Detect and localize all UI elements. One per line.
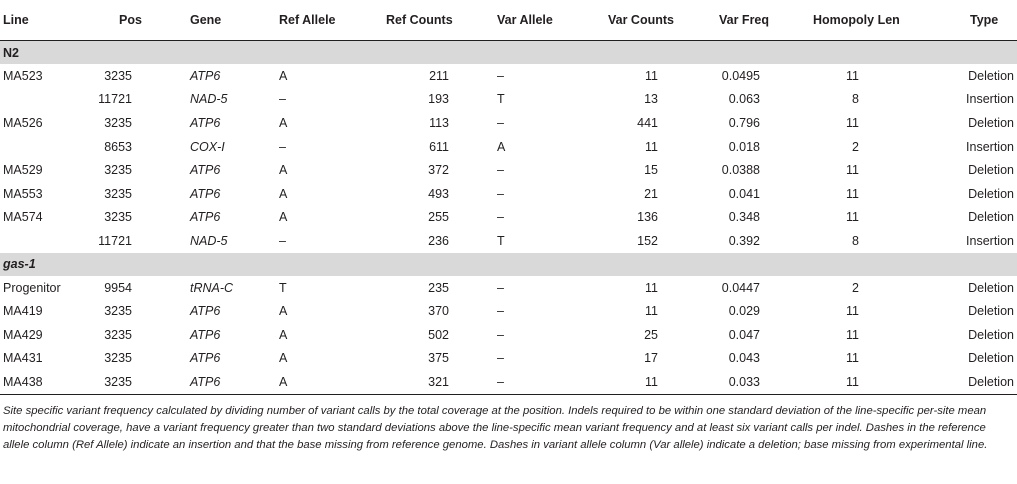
cell-type: Insertion (966, 139, 1014, 154)
cell-pos: 3235 (95, 370, 158, 394)
cell-gene: ATP6 (190, 210, 221, 225)
cell-gene: ATP6 (190, 327, 221, 342)
cell-line: MA431 (3, 351, 43, 366)
cell-ref-allele: A (279, 163, 288, 178)
cell-homopoly-len: 11 (846, 327, 859, 342)
cell-var-freq: 0.029 (728, 304, 760, 319)
group-row (0, 41, 1017, 65)
cell-ref-allele: A (279, 210, 288, 225)
cell-var-counts: 441 (637, 115, 658, 130)
table-header (0, 0, 1017, 41)
cell-ref-allele: T (279, 280, 287, 295)
cell-ref-allele: A (279, 351, 288, 366)
cell-ref-counts: 255 (428, 210, 449, 225)
table-row (0, 206, 1017, 230)
cell-type: Deletion (968, 210, 1014, 225)
cell-type: Deletion (968, 304, 1014, 319)
table-row (0, 88, 1017, 112)
cell-line: MA523 (3, 68, 43, 83)
cell-var-freq: 0.063 (728, 92, 760, 107)
cell-gene: ATP6 (190, 304, 221, 319)
header-row (0, 0, 1017, 41)
cell-line: MA526 (3, 115, 43, 130)
header-var-counts: Var Counts (575, 0, 685, 41)
cell-type: Deletion (968, 327, 1014, 342)
cell-line: MA574 (3, 210, 43, 225)
table-row (0, 323, 1017, 347)
header-line: Line (0, 0, 95, 41)
cell-var-allele: – (497, 304, 504, 319)
cell-ref-counts: 493 (428, 186, 449, 201)
cell-type: Deletion (968, 68, 1014, 83)
cell-gene: ATP6 (158, 370, 249, 394)
cell-var-counts: 15 (644, 163, 658, 178)
cell-ref-allele: A (279, 115, 288, 130)
table-row (0, 276, 1017, 300)
cell-var-freq: 0.043 (728, 351, 760, 366)
cell-gene: NAD-5 (190, 233, 228, 248)
cell-pos: 3235 (104, 351, 132, 366)
cell-ref-counts: 370 (428, 304, 449, 319)
header-var-allele: Var Allele (467, 0, 575, 41)
cell-type: Deletion (968, 351, 1014, 366)
cell-homopoly-len: 8 (852, 92, 859, 107)
header-pos: Pos (95, 0, 158, 41)
cell-homopoly-len: 11 (793, 370, 900, 394)
group-label: N2 (0, 41, 1017, 65)
cell-type: Deletion (900, 370, 1017, 394)
cell-var-counts: 11 (645, 68, 658, 83)
cell-var-freq: 0.047 (728, 327, 760, 342)
cell-var-allele: – (497, 163, 504, 178)
cell-var-allele: – (497, 327, 504, 342)
cell-homopoly-len: 11 (846, 115, 859, 130)
cell-pos: 3235 (104, 186, 132, 201)
cell-ref-allele: A (279, 327, 288, 342)
cell-var-freq: 0.041 (728, 186, 760, 201)
cell-pos: 3235 (104, 327, 132, 342)
cell-var-freq: 0.0388 (721, 163, 760, 178)
cell-var-allele: – (497, 351, 504, 366)
table-row (0, 370, 1017, 394)
cell-ref-counts: 211 (429, 68, 449, 83)
cell-gene: ATP6 (190, 115, 221, 130)
cell-var-freq: 0.0447 (721, 280, 760, 295)
group-label: gas-1 (0, 253, 1017, 276)
cell-var-freq: 0.392 (728, 233, 760, 248)
cell-ref-counts: 611 (429, 139, 449, 154)
cell-var-counts: 136 (637, 210, 658, 225)
cell-var-counts: 25 (644, 327, 658, 342)
cell-ref-counts: 113 (429, 115, 449, 130)
table-row (0, 229, 1017, 253)
cell-ref-allele: – (279, 92, 286, 107)
cell-var-counts: 11 (575, 370, 685, 394)
cell-pos: 9954 (104, 280, 132, 295)
table-body (0, 41, 1017, 395)
cell-line: MA529 (3, 163, 43, 178)
cell-var-allele: T (497, 233, 505, 248)
cell-homopoly-len: 11 (846, 351, 859, 366)
cell-pos: 3235 (104, 68, 132, 83)
cell-line (0, 135, 95, 159)
cell-var-freq: 0.796 (728, 115, 760, 130)
cell-var-freq: 0.018 (728, 139, 760, 154)
cell-gene: NAD-5 (190, 92, 228, 107)
cell-homopoly-len: 11 (846, 68, 859, 83)
header-ref-counts: Ref Counts (358, 0, 467, 41)
cell-var-counts: 11 (645, 304, 658, 319)
cell-var-allele: A (497, 139, 506, 154)
group-row (0, 253, 1017, 276)
cell-homopoly-len: 11 (846, 163, 859, 178)
table-row (0, 158, 1017, 182)
cell-pos: 11721 (98, 92, 132, 107)
cell-line: MA553 (3, 186, 43, 201)
cell-line: MA419 (3, 304, 43, 319)
cell-var-counts: 152 (637, 233, 658, 248)
cell-homopoly-len: 11 (846, 304, 859, 319)
cell-pos: 11721 (98, 233, 132, 248)
cell-ref-counts: 375 (428, 351, 449, 366)
cell-pos: 3235 (104, 304, 132, 319)
cell-ref-allele: A (249, 370, 358, 394)
cell-var-counts: 13 (644, 92, 658, 107)
table-row (0, 299, 1017, 323)
cell-pos: 3235 (104, 210, 132, 225)
cell-type: Deletion (968, 280, 1014, 295)
cell-ref-counts: 321 (358, 370, 467, 394)
cell-var-freq: 0.033 (685, 370, 793, 394)
cell-ref-allele: – (279, 139, 286, 154)
cell-var-counts: 21 (644, 186, 658, 201)
cell-pos: 8653 (104, 139, 132, 154)
header-var-freq: Var Freq (685, 0, 793, 41)
cell-gene: ATP6 (190, 68, 221, 83)
cell-homopoly-len: 11 (846, 186, 859, 201)
cell-ref-counts: 372 (428, 163, 449, 178)
cell-type: Insertion (966, 233, 1014, 248)
cell-homopoly-len: 8 (852, 233, 859, 248)
cell-pos: 3235 (104, 115, 132, 130)
cell-ref-allele: A (279, 186, 288, 201)
cell-var-allele: – (467, 370, 575, 394)
cell-var-allele: – (497, 115, 504, 130)
table-row (0, 111, 1017, 135)
cell-pos: 3235 (104, 163, 132, 178)
cell-var-counts: 11 (645, 280, 658, 295)
cell-ref-counts: 193 (428, 92, 449, 107)
header-ref-allele: Ref Allele (249, 0, 358, 41)
cell-var-allele: – (497, 280, 504, 295)
cell-gene: tRNA-C (190, 280, 234, 295)
cell-var-allele: – (497, 186, 504, 201)
table-caption: Site specific variant frequency calculated by dividing number of variant calls by the total coverage at the position. Indels required to be within one standard deviation of the line-specific per-site mean mitochondrial coverage, have a variant frequency greater than two standard deviations above the line-specific mean variant frequency and at least six variant calls per indel. Dashes in the reference allele column (Ref Allele) indicate an insertion and that the base missing from reference genome. Dashes in variant allele column (Var allele) indicate a deletion; base missing from experimental line. (3, 404, 988, 451)
cell-var-allele: T (497, 92, 505, 107)
cell-homopoly-len: 2 (852, 280, 859, 295)
cell-ref-allele: A (279, 304, 288, 319)
header-homopoly-len: Homopoly Len (793, 0, 900, 41)
cell-var-counts: 17 (644, 351, 658, 366)
cell-gene: ATP6 (190, 351, 221, 366)
cell-var-freq: 0.0495 (721, 68, 760, 83)
cell-ref-counts: 235 (428, 280, 449, 295)
header-gene: Gene (158, 0, 249, 41)
cell-gene: ATP6 (190, 186, 221, 201)
cell-line (0, 88, 95, 112)
cell-line: Progenitor (3, 280, 61, 295)
header-type: Type (900, 0, 1017, 41)
cell-var-allele: – (497, 210, 504, 225)
cell-gene: ATP6 (190, 163, 221, 178)
cell-line: MA429 (3, 327, 43, 342)
cell-type: Deletion (968, 163, 1014, 178)
cell-line: MA438 (0, 370, 95, 394)
cell-ref-counts: 236 (428, 233, 449, 248)
cell-type: Deletion (968, 186, 1014, 201)
cell-var-freq: 0.348 (728, 210, 760, 225)
table-row (0, 182, 1017, 206)
cell-var-allele: – (497, 68, 504, 83)
cell-type: Insertion (966, 92, 1014, 107)
cell-gene: COX-I (190, 139, 225, 154)
cell-type: Deletion (968, 115, 1014, 130)
table-row (0, 347, 1017, 371)
cell-line (0, 229, 95, 253)
cell-homopoly-len: 2 (852, 139, 859, 154)
cell-ref-allele: A (279, 68, 288, 83)
cell-ref-allele: – (279, 233, 286, 248)
cell-homopoly-len: 11 (846, 210, 859, 225)
cell-var-counts: 11 (645, 139, 658, 154)
table-row (0, 135, 1017, 159)
cell-ref-counts: 502 (428, 327, 449, 342)
table-row (0, 64, 1017, 88)
